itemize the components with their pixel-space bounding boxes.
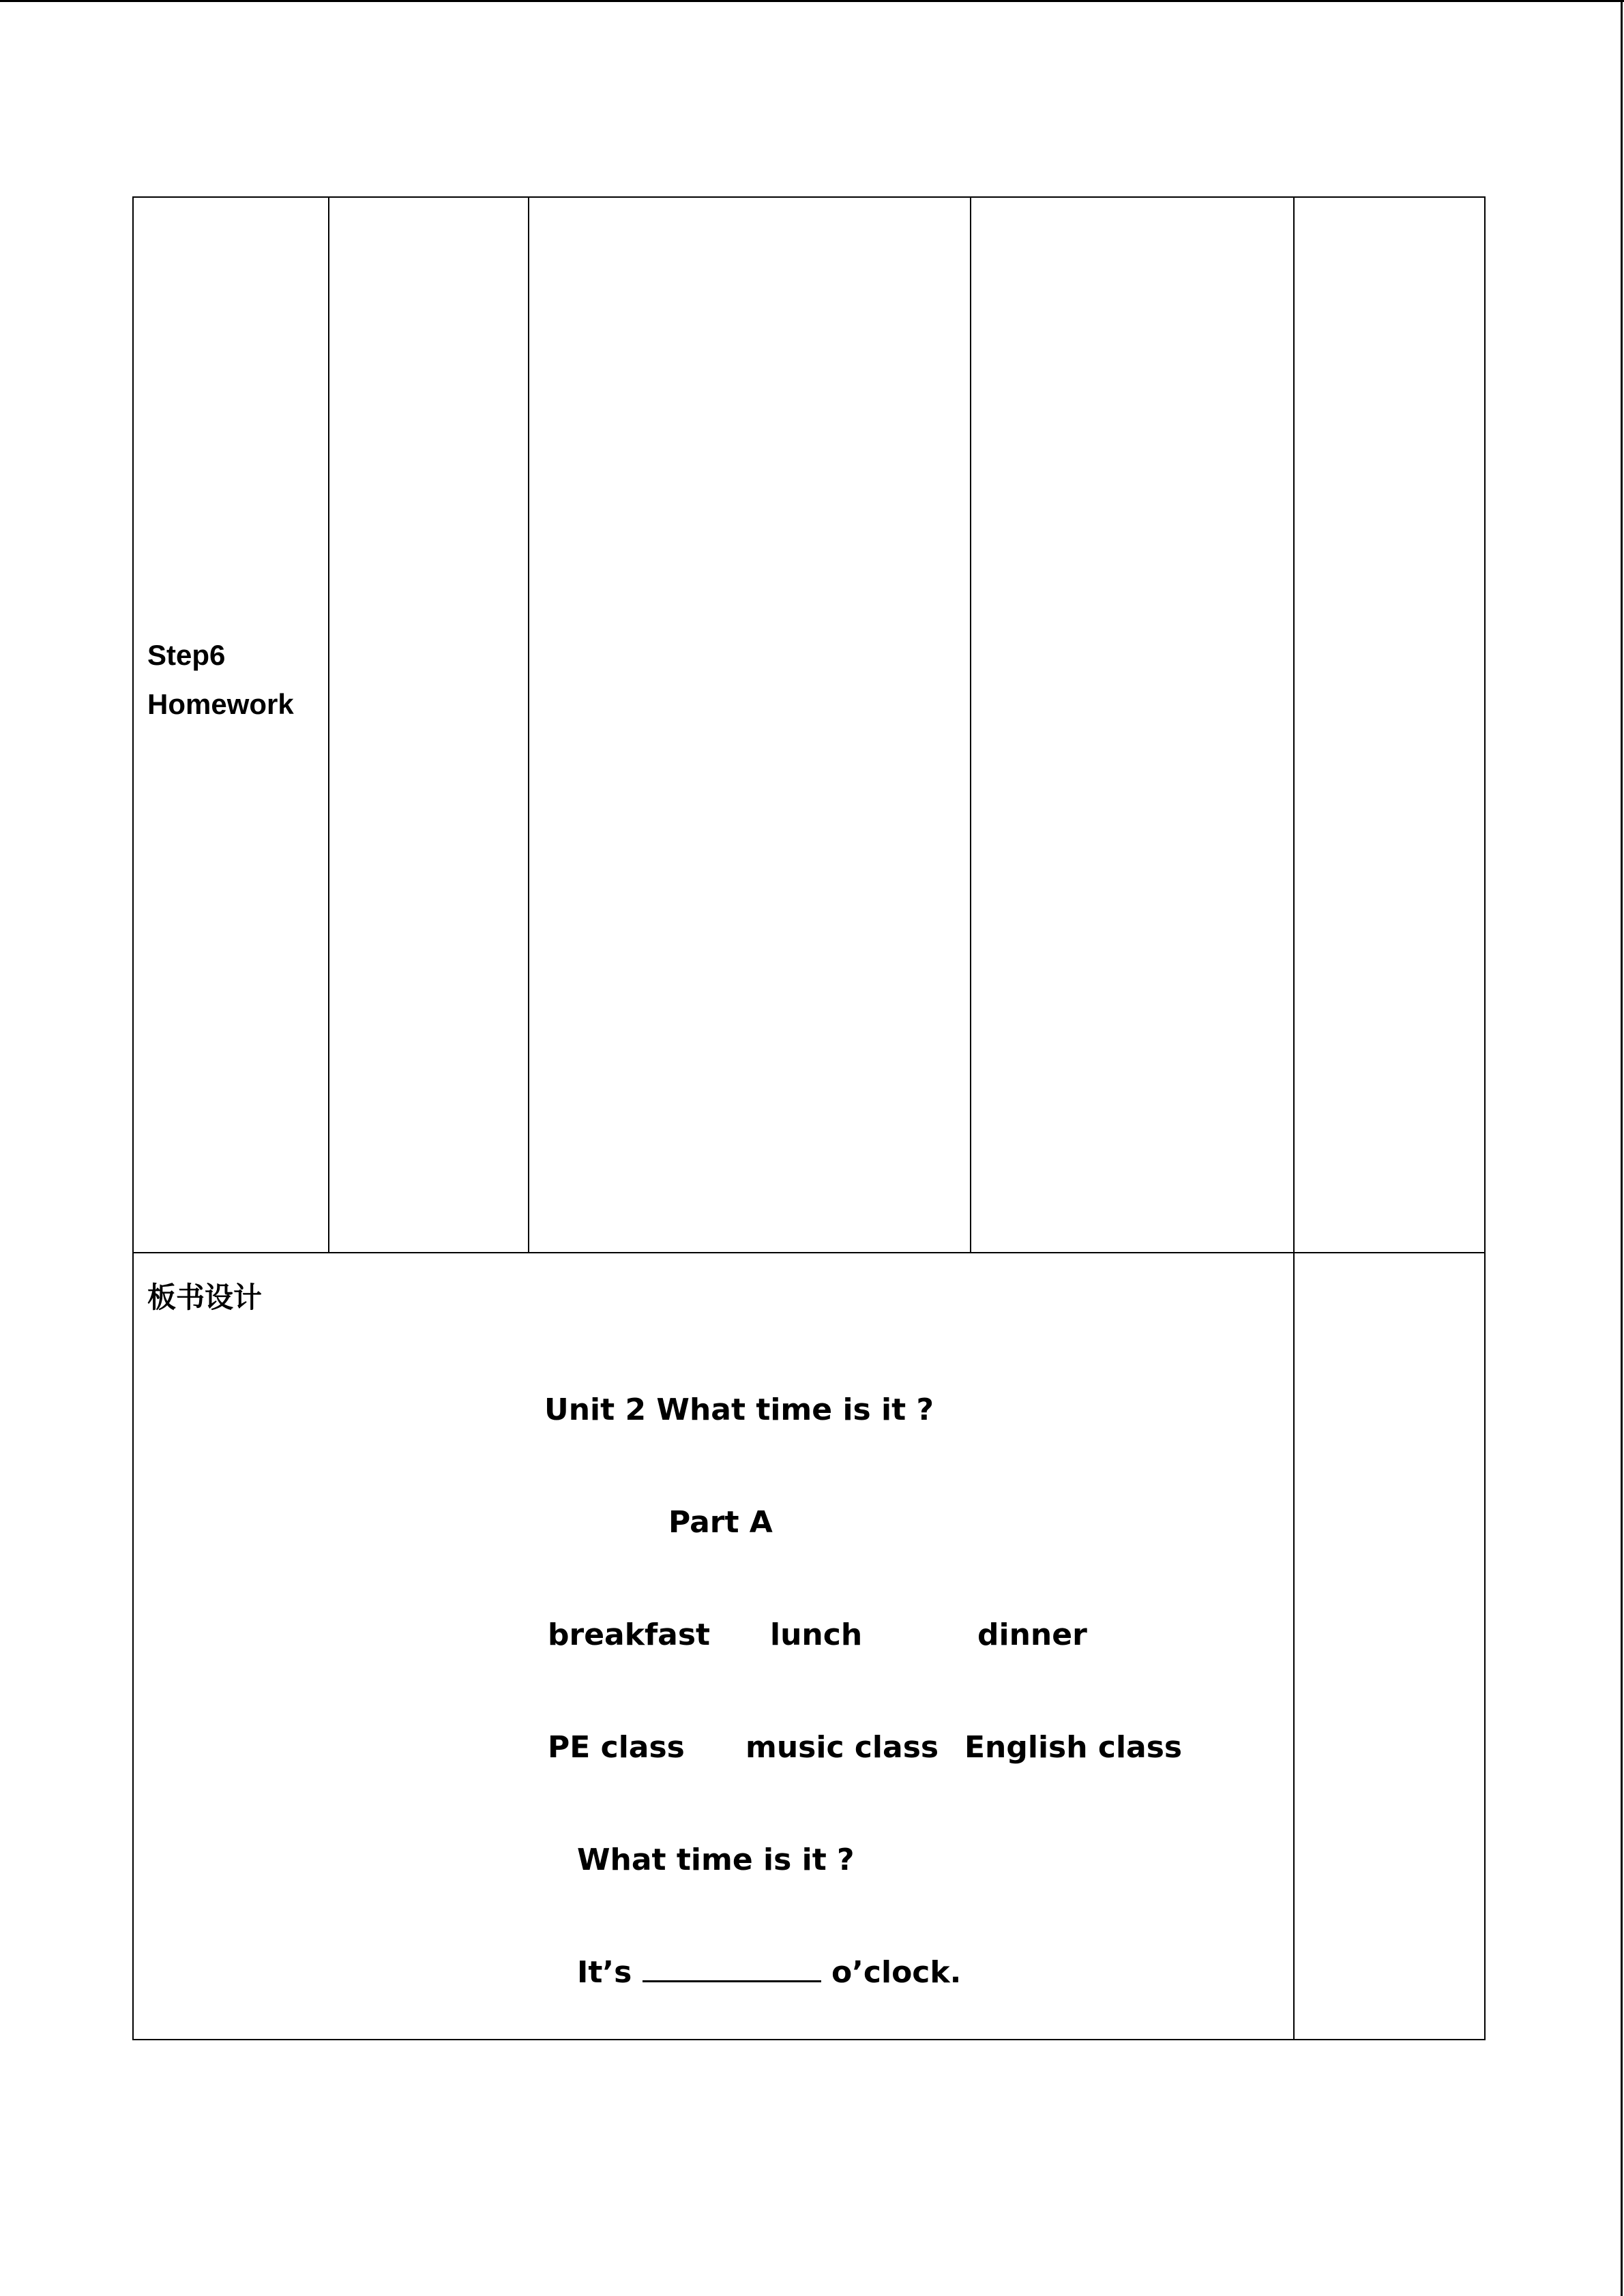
unit-title: Unit 2 What time is it ? [544, 1392, 934, 1427]
class-word-pe: PE class [548, 1730, 685, 1765]
step-number: Step6 [147, 639, 226, 671]
step-name: Homework [147, 688, 294, 720]
table-cell-board-design [132, 1252, 1295, 2040]
meal-word-breakfast: breakfast [548, 1617, 711, 1652]
table-cell-col2 [328, 196, 529, 1253]
class-word-music: music class [745, 1730, 939, 1765]
question-sentence: What time is it ? [577, 1843, 855, 1877]
page-top-edge [0, 0, 1624, 2]
table-cell-col4 [970, 196, 1295, 1253]
answer-blank-line [643, 1953, 821, 1982]
board-design-title: 板书设计 [147, 1281, 263, 1314]
page-right-edge [1621, 0, 1623, 2296]
meal-word-dinner: dinner [977, 1617, 1087, 1652]
answer-end: o’clock. [831, 1955, 962, 1990]
class-word-english: English class [964, 1730, 1183, 1765]
table-cell-col5 [1293, 196, 1486, 1253]
meal-word-lunch: lunch [770, 1617, 863, 1652]
step-label [147, 631, 294, 729]
table-cell-col3 [528, 196, 971, 1253]
answer-sentence [577, 1952, 961, 1993]
part-label: Part A [668, 1505, 773, 1540]
answer-start: It’s [577, 1955, 632, 1990]
table-cell-side [1293, 1252, 1486, 2040]
